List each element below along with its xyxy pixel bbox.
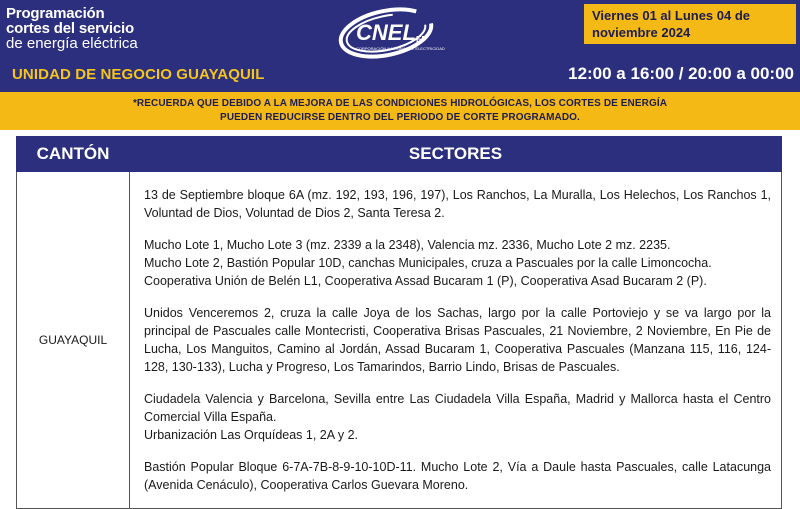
schedule-hours: 12:00 a 16:00 / 20:00 a 00:00 [568,64,794,83]
title-line-1: Programación [6,5,105,22]
outage-table [16,136,782,509]
notice-line-1: *RECUERDA QUE DEBIDO A LA MEJORA DE LAS CONDICIONES HIDROLÓGICAS, LOS CORTES DE ENERGÍA [132,98,668,109]
notice-banner [0,92,800,130]
sector-line: Unidos Venceremos 2, cruza la calle Joya de los Sachas, largo por la calle Portoviejo y se va largo por la principal de Pascuales calle Montecristi, Cooperativa Brisas Pascuales, 21 Noviembre, 2 Noviembre, En Pie de Lucha, Los Manguitos, Camino al Jordán, Assad Bucaram 1, Cooperativa Pascuales (Manzana 115, 116, 124-128, 130-133), Lucha y Progreso, Los Tamarindos, Barrio Lindo, Brisas de Pascuales. [144,306,771,374]
date-range-badge: Viernes 01 al Lunes 04 de noviembre 2024 [584,4,796,44]
sector-line: 13 de Septiembre bloque 6A (mz. 192, 193, 196, 197), Los Ranchos, La Muralla, Los Helechos, Los Ranchos 1, Voluntad de Dios, Voluntad de Dios 2, Santa Teresa 2. [144,188,771,220]
header-sectors: SECTORES [130,137,782,172]
header-canton: CANTÓN [17,137,130,172]
cnel-logo [334,6,484,62]
page-title [6,6,138,51]
sector-group-3 [144,304,771,376]
sectors-cell [130,172,782,509]
sector-line: Urbanización Las Orquídeas 1, 2A y 2. [144,428,359,442]
logo-brand: CNEL [356,20,416,45]
logo-tagline: CORPORACIÓN NACIONAL DE ELECTRICIDAD [356,46,445,51]
logo-suffix: EP [416,35,427,44]
sector-line: Ciudadela Valencia y Barcelona, Sevilla entre Las Ciudadela Villa España, Madrid y Mallorca hasta el Centro Comercial Villa España. [144,392,771,424]
sector-group-4 [144,390,771,444]
sector-line: Bastión Popular Bloque 6-7A-7B-8-9-10-10D-11. Mucho Lote 2, Vía a Daule hasta Pascuales, calle Latacunga (Avenida Cenáculo), Cooperativa Carlos Guevara Moreno. [144,460,771,492]
sector-line: Mucho Lote 1, Mucho Lote 3 (mz. 2339 a la 2348), Valencia mz. 2336, Mucho Lote 2 mz. 2235. [144,238,671,252]
canton-cell: GUAYAQUIL [17,172,130,509]
sector-line: Mucho Lote 2, Bastión Popular 10D, canchas Municipales, cruza a Pascuales por la calle Limoncocha. [144,256,712,270]
title-line-2: cortes del servicio [6,20,134,37]
table-row [17,172,782,509]
table-header-row [17,137,782,172]
business-unit-label: UNIDAD DE NEGOCIO GUAYAQUIL [12,66,265,83]
title-line-3: de energía eléctrica [6,35,138,52]
sector-group-2 [144,236,771,290]
sector-line: Cooperativa Unión de Belén L1, Cooperativa Assad Bucaram 1 (P), Cooperativa Asad Bucaram 2 (P). [144,274,707,288]
sector-group-5 [144,458,771,494]
header-banner [0,0,800,92]
sector-group-1 [144,186,771,222]
notice-line-2: PUEDEN REDUCIRSE DENTRO DEL PERIODO DE CORTE PROGRAMADO. [220,112,580,123]
